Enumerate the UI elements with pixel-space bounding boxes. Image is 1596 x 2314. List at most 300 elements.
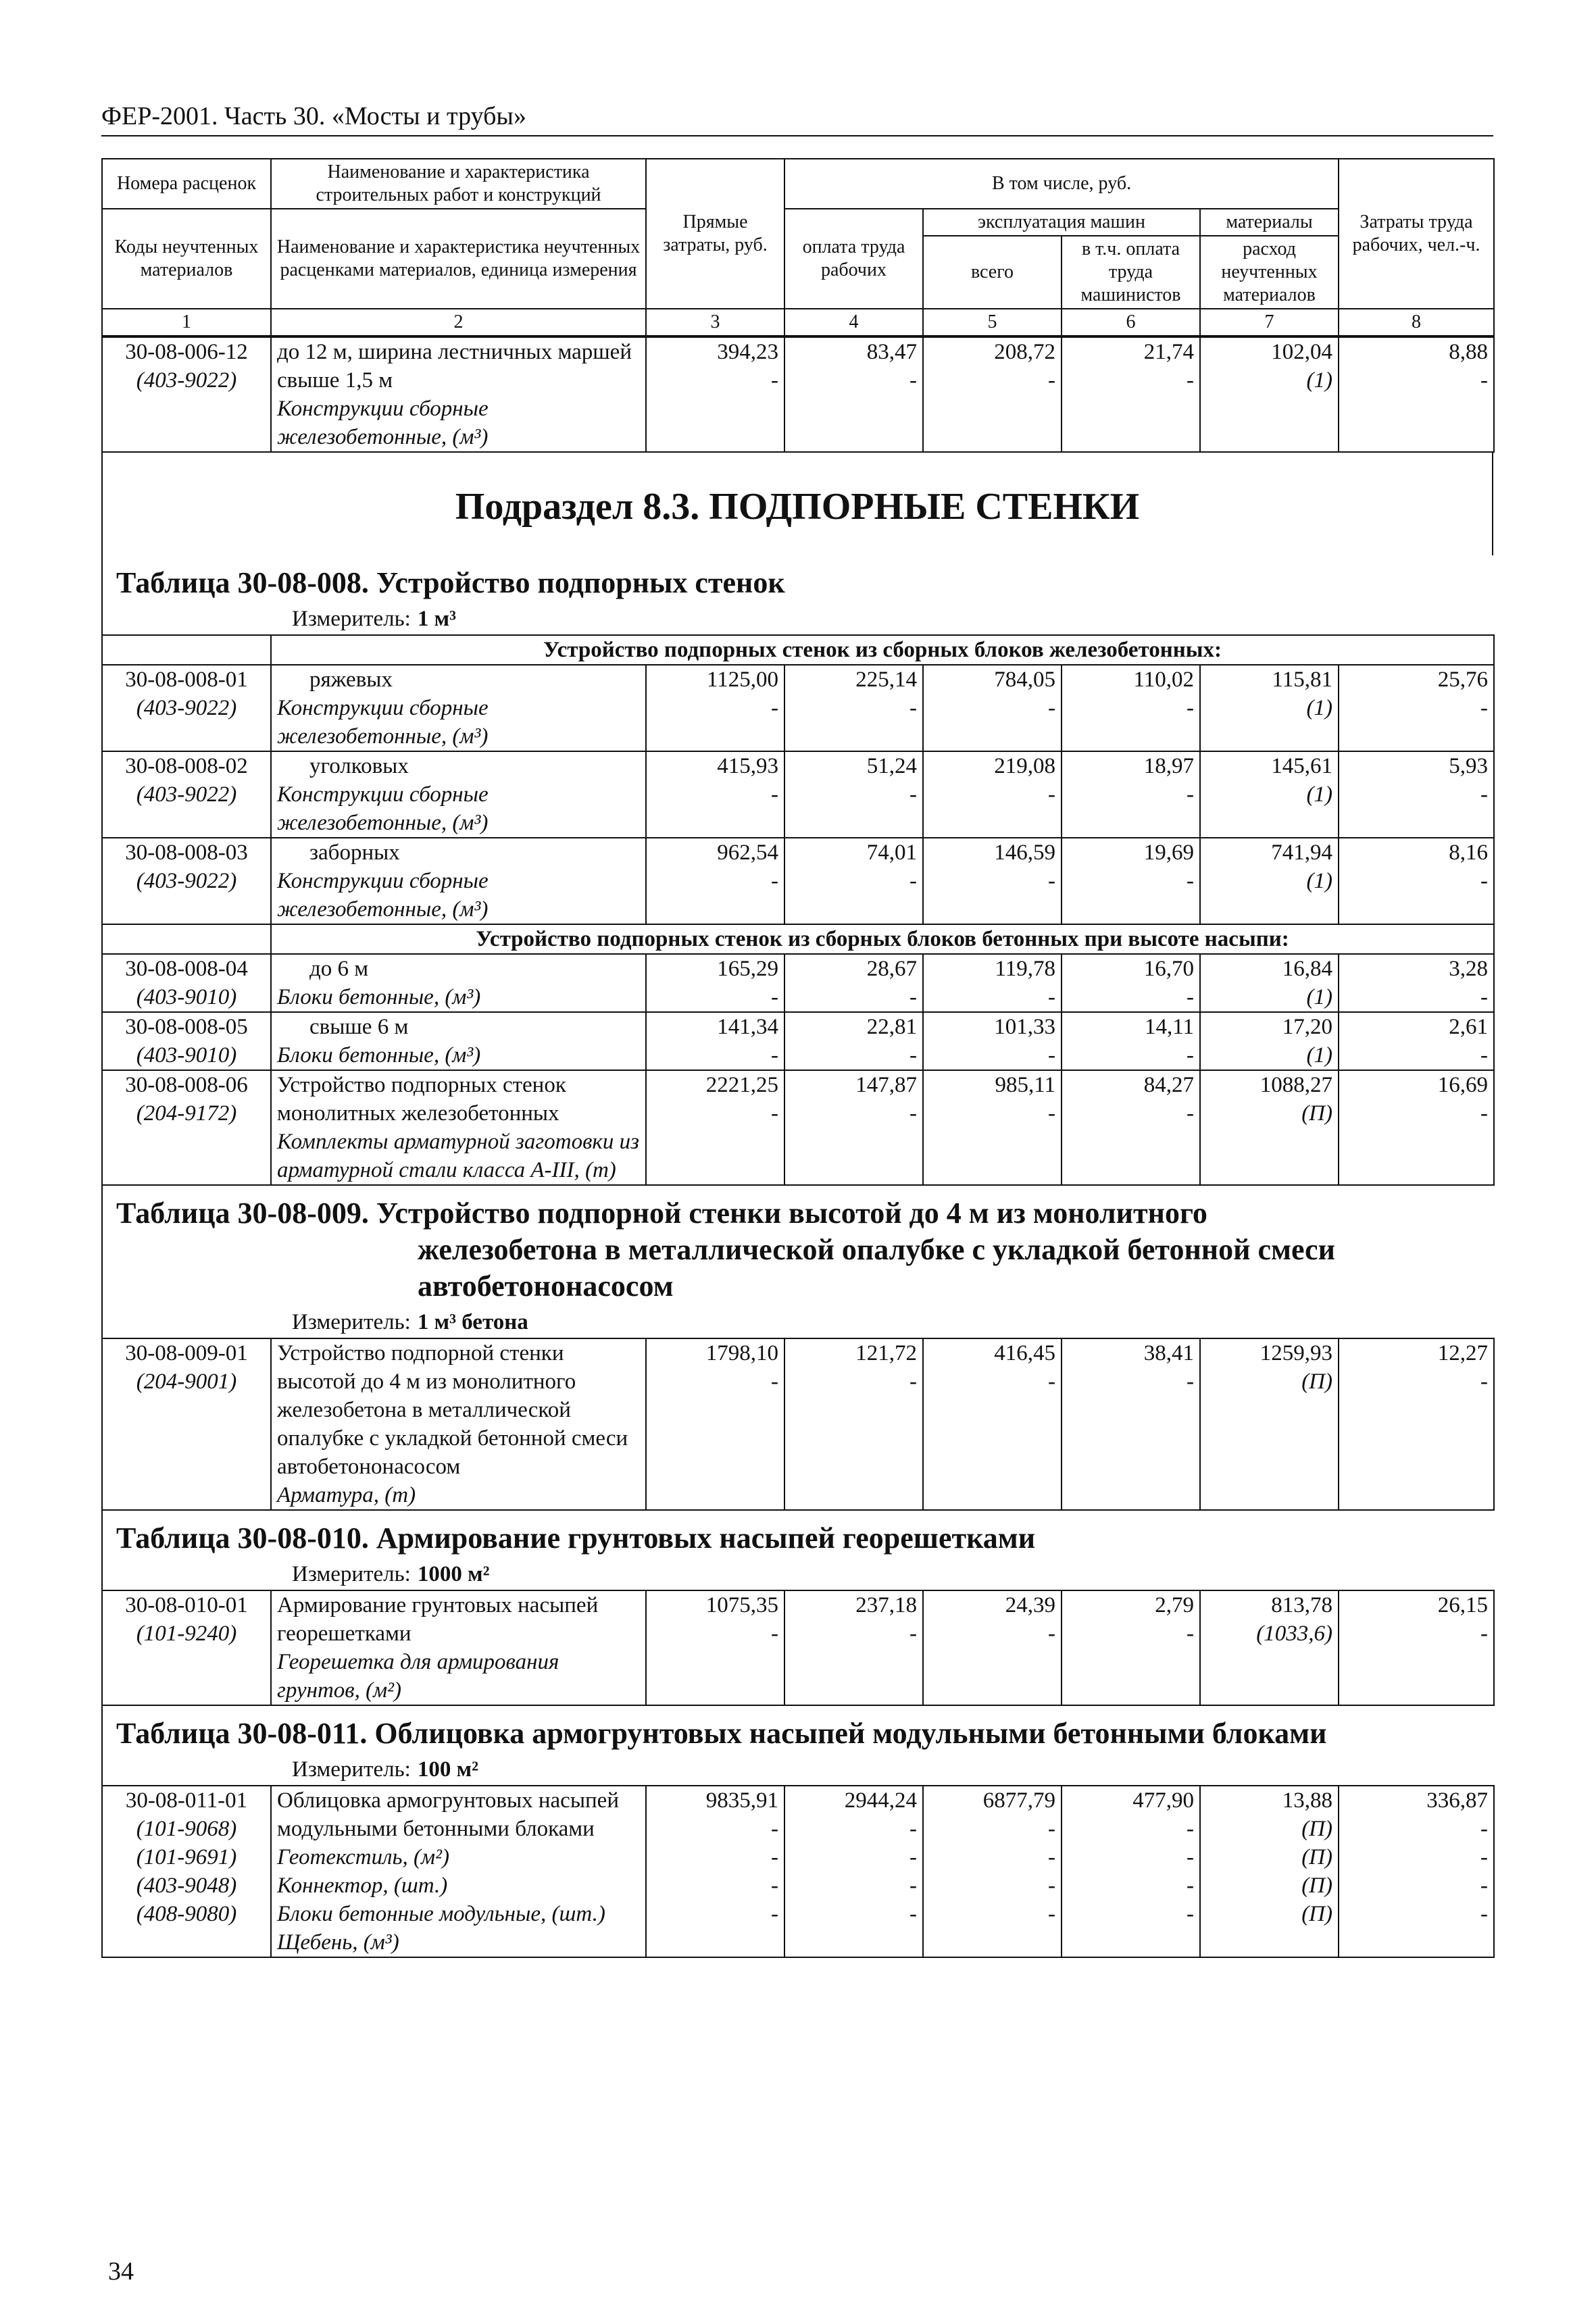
rate-value: 22,81 xyxy=(866,1015,917,1039)
material-value: - xyxy=(1048,869,1055,893)
material-value: - xyxy=(909,869,917,893)
rate-name-cell xyxy=(271,1070,646,1185)
rate-value: 24,39 xyxy=(1005,1593,1055,1617)
rate-code-cell xyxy=(102,1338,271,1510)
material-value: - xyxy=(1480,1369,1488,1394)
rate-value: 2,61 xyxy=(1449,1015,1488,1039)
rate-code: 30-08-011-01 xyxy=(125,1788,248,1813)
table-row xyxy=(102,1590,1494,1705)
rate-value-cell xyxy=(1339,838,1494,924)
material-value: - xyxy=(1048,1101,1055,1126)
rate-value: 21,74 xyxy=(1143,340,1194,364)
table-title xyxy=(101,1706,1493,1752)
material-value: - xyxy=(1480,1873,1488,1898)
header-code-bottom: Коды неучтенных материалов xyxy=(102,209,271,309)
unit-of-measure xyxy=(101,601,1493,634)
rate-value: 14,11 xyxy=(1144,1015,1194,1039)
rate-value: 237,18 xyxy=(855,1593,917,1617)
rate-value-cell xyxy=(1200,1338,1339,1510)
material-value: (1) xyxy=(1306,985,1332,1009)
header-including: В том числе, руб. xyxy=(784,159,1339,209)
rate-value-cell xyxy=(784,665,923,751)
rates-table xyxy=(101,1590,1495,1706)
material-code: (408-9080) xyxy=(136,1902,237,1926)
rate-name: Армирование грунтовых насыпей георешетками xyxy=(277,1593,599,1646)
material-value: (1) xyxy=(1306,782,1332,807)
material-value: - xyxy=(1480,1845,1488,1869)
rate-code-cell xyxy=(102,1786,271,1957)
material-value: - xyxy=(1480,1101,1488,1126)
rates-table xyxy=(101,634,1495,1186)
material-value: - xyxy=(1048,1043,1055,1067)
material-value: - xyxy=(771,1101,778,1126)
material-value: - xyxy=(1480,1817,1488,1841)
rate-value-cell xyxy=(1200,1012,1339,1070)
rate-value: 394,23 xyxy=(717,340,778,364)
rate-code-cell xyxy=(102,838,271,924)
rate-value-cell xyxy=(923,665,1062,751)
rate-name-cell xyxy=(271,665,646,751)
rate-code-cell xyxy=(102,1012,271,1070)
material-value: - xyxy=(771,368,778,393)
material-value: - xyxy=(909,985,917,1009)
rate-name-cell xyxy=(271,838,646,924)
material-code: (403-9010) xyxy=(136,985,237,1009)
rate-value: 19,69 xyxy=(1143,840,1194,865)
rate-value: 8,16 xyxy=(1449,840,1488,865)
material-value: - xyxy=(771,1621,778,1646)
rate-value-cell xyxy=(1200,954,1339,1012)
table-row xyxy=(102,838,1494,924)
material-name: Конструкции сборные железобетонные, (м³) xyxy=(277,397,489,449)
material-value: - xyxy=(909,1873,917,1898)
material-value: - xyxy=(1480,869,1488,893)
material-value: - xyxy=(1187,1369,1194,1394)
rate-value-cell xyxy=(1339,337,1494,452)
rate-value-cell xyxy=(1200,665,1339,751)
rate-value: 1088,27 xyxy=(1260,1073,1332,1097)
material-value: - xyxy=(1187,1873,1194,1898)
rate-value-cell xyxy=(1339,665,1494,751)
rate-name: ряжевых xyxy=(309,668,393,692)
rate-value: 1125,00 xyxy=(706,668,778,692)
material-value: - xyxy=(1048,985,1055,1009)
rate-value-cell xyxy=(923,1070,1062,1185)
rate-value-cell xyxy=(1062,1338,1200,1510)
rate-value-cell xyxy=(1062,337,1200,452)
rate-value: 17,20 xyxy=(1282,1015,1332,1039)
rate-value-cell xyxy=(1200,1786,1339,1957)
material-code: (403-9022) xyxy=(136,696,237,720)
rate-value: 28,67 xyxy=(866,957,917,981)
rate-value-cell xyxy=(784,954,923,1012)
material-value: (1) xyxy=(1306,368,1332,393)
rate-value-cell xyxy=(784,337,923,452)
rate-value-cell xyxy=(784,751,923,838)
material-name: Геотекстиль, (м²) xyxy=(277,1845,449,1869)
rate-value-cell xyxy=(784,838,923,924)
rates-table xyxy=(101,1785,1495,1958)
rate-value: 336,87 xyxy=(1426,1788,1488,1813)
rate-value: 74,01 xyxy=(866,840,917,865)
rate-value: 219,08 xyxy=(994,754,1055,778)
rate-value-cell xyxy=(923,954,1062,1012)
rate-name: Устройство подпорных стенок монолитных железобетонных xyxy=(277,1073,566,1126)
material-value: - xyxy=(771,696,778,720)
rate-name-cell xyxy=(271,1012,646,1070)
material-value: (П) xyxy=(1301,1873,1332,1898)
running-header: ФЕР-2001. Часть 30. «Мосты и трубы» xyxy=(101,101,1493,136)
material-value: - xyxy=(1048,368,1055,393)
material-value: - xyxy=(1480,985,1488,1009)
rate-value: 83,47 xyxy=(866,340,917,364)
material-value: - xyxy=(1187,985,1194,1009)
material-name: Конструкции сборные железобетонные, (м³) xyxy=(277,782,489,835)
material-value: - xyxy=(1480,1043,1488,1067)
material-code: (101-9068) xyxy=(136,1817,237,1841)
rate-name-cell xyxy=(271,751,646,838)
material-value: - xyxy=(909,782,917,807)
rate-code-cell xyxy=(102,1590,271,1705)
material-code: (403-9048) xyxy=(136,1873,237,1898)
material-value: - xyxy=(1048,1873,1055,1898)
section-title: Подраздел 8.3. ПОДПОРНЫЕ СТЕНКИ xyxy=(101,453,1493,555)
rate-value: 9835,91 xyxy=(705,1788,778,1813)
material-value: - xyxy=(1048,696,1055,720)
table-row xyxy=(102,751,1494,838)
rate-value-cell xyxy=(646,1012,784,1070)
rate-value: 141,34 xyxy=(717,1015,778,1039)
material-value: - xyxy=(909,696,917,720)
rate-value-cell xyxy=(1200,1070,1339,1185)
unit-of-measure xyxy=(101,1305,1493,1338)
unit-label: Измеритель: xyxy=(292,1757,411,1782)
rate-value-cell xyxy=(646,337,784,452)
rate-value-cell xyxy=(1339,954,1494,1012)
column-number: 7 xyxy=(1200,309,1339,336)
material-value: - xyxy=(1187,1845,1194,1869)
rates-table xyxy=(101,336,1495,453)
rate-value-cell xyxy=(784,1338,923,1510)
rate-value-cell xyxy=(646,751,784,838)
material-name: Щебень, (м³) xyxy=(277,1930,399,1955)
unit-label: Измеритель: xyxy=(292,607,411,631)
group-heading: Устройство подпорных стенок из сборных блоков железобетонных: xyxy=(271,635,1494,665)
rate-name: Устройство подпорной стенки высотой до 4 м из монолитного железобетона в металлической опалубке с укладкой бетонной смеси автобетононасосом xyxy=(277,1341,628,1479)
material-value: (1) xyxy=(1306,1043,1332,1067)
rate-name-cell xyxy=(271,337,646,452)
rate-name: Облицовка армогрунтовых насыпей модульными бетонными блоками xyxy=(277,1788,619,1841)
material-value: (П) xyxy=(1301,1817,1332,1841)
material-name: Блоки бетонные модульные, (шт.) xyxy=(277,1902,605,1926)
rate-value-cell xyxy=(923,1338,1062,1510)
rate-name-cell xyxy=(271,954,646,1012)
rate-value: 16,84 xyxy=(1282,957,1332,981)
unit-value: 100 м² xyxy=(417,1757,478,1782)
rate-name-cell xyxy=(271,1786,646,1957)
rate-value: 51,24 xyxy=(866,754,917,778)
rate-value-cell xyxy=(923,1786,1062,1957)
material-value: (1) xyxy=(1306,696,1332,720)
rate-name: до 12 м, ширина лестничных маршей свыше 1,5 м xyxy=(277,340,632,393)
rate-value: 145,61 xyxy=(1271,754,1332,778)
rate-value-cell xyxy=(1339,1338,1494,1510)
material-value: - xyxy=(1480,1621,1488,1646)
rate-value-cell xyxy=(923,838,1062,924)
material-code: (204-9172) xyxy=(136,1101,237,1126)
material-code: (403-9022) xyxy=(136,368,237,393)
rate-value-cell xyxy=(1200,337,1339,452)
rate-value-cell xyxy=(1339,1070,1494,1185)
material-code: (101-9691) xyxy=(136,1845,237,1869)
table-title-text: Таблица 30-08-009. Устройство подпорной стенки высотой до 4 м из монолитного xyxy=(116,1197,1207,1230)
table-title xyxy=(101,1186,1493,1305)
rate-code: 30-08-008-05 xyxy=(125,1015,248,1039)
rate-value: 16,70 xyxy=(1143,957,1194,981)
table-row xyxy=(102,337,1494,452)
rate-value-cell xyxy=(1062,751,1200,838)
rate-value-cell xyxy=(1339,1786,1494,1957)
rate-value-cell xyxy=(1339,751,1494,838)
material-value: - xyxy=(1048,782,1055,807)
table-title xyxy=(101,1511,1493,1557)
unit-of-measure xyxy=(101,1752,1493,1785)
rate-value: 165,29 xyxy=(717,957,778,981)
header-materials: материалы xyxy=(1200,209,1339,236)
material-value: - xyxy=(771,1043,778,1067)
rate-name: уголковых xyxy=(309,754,409,778)
material-value: - xyxy=(1480,368,1488,393)
material-value: - xyxy=(1048,1621,1055,1646)
column-number: 1 xyxy=(102,309,271,336)
rate-name-cell xyxy=(271,1590,646,1705)
material-value: - xyxy=(1187,368,1194,393)
material-code: (101-9240) xyxy=(136,1621,237,1646)
rate-value: 6877,79 xyxy=(982,1788,1055,1813)
rate-code: 30-08-008-01 xyxy=(125,668,248,692)
rate-value: 147,87 xyxy=(855,1073,917,1097)
header-machines-wages: в т.ч. оплата труда машинистов xyxy=(1062,236,1200,309)
rate-code-cell xyxy=(102,665,271,751)
header-machines: эксплуатация машин xyxy=(923,209,1200,236)
material-name: Георешетка для армирования грунтов, (м²) xyxy=(277,1650,559,1703)
rate-value: 985,11 xyxy=(995,1073,1055,1097)
material-name: Комплекты арматурной заготовки из арматурной стали класса А-III, (т) xyxy=(277,1130,639,1182)
rate-value: 225,14 xyxy=(855,668,917,692)
column-number: 3 xyxy=(646,309,784,336)
rate-value: 2,79 xyxy=(1155,1593,1194,1617)
rate-value: 813,78 xyxy=(1271,1593,1332,1617)
rate-value-cell xyxy=(646,954,784,1012)
rate-value: 146,59 xyxy=(994,840,1055,865)
rate-value: 115,81 xyxy=(1272,668,1332,692)
material-value: - xyxy=(909,1817,917,1841)
rate-value: 2944,24 xyxy=(844,1788,917,1813)
header-labor: Затраты труда рабочих, чел.-ч. xyxy=(1339,159,1494,309)
rate-code-cell xyxy=(102,954,271,1012)
material-name: Коннектор, (шт.) xyxy=(277,1873,448,1898)
material-value: (П) xyxy=(1301,1101,1332,1126)
material-value: - xyxy=(771,985,778,1009)
material-value: - xyxy=(771,1817,778,1841)
material-name: Блоки бетонные, (м³) xyxy=(277,1043,481,1067)
rate-code-cell xyxy=(102,751,271,838)
rate-code: 30-08-010-01 xyxy=(125,1593,248,1617)
table-title-text: Таблица 30-08-008. Устройство подпорных стенок xyxy=(116,566,785,599)
rate-code: 30-08-008-02 xyxy=(125,754,248,778)
table-title-text: Таблица 30-08-011. Облицовка армогрунтовых насыпей модульными бетонными блоками xyxy=(116,1717,1327,1750)
material-value: - xyxy=(771,782,778,807)
unit-value: 1 м³ xyxy=(417,607,456,631)
rate-value-cell xyxy=(1062,1070,1200,1185)
material-value: - xyxy=(771,1845,778,1869)
material-value: - xyxy=(1187,1817,1194,1841)
rate-value-cell xyxy=(646,838,784,924)
material-value: - xyxy=(1187,1101,1194,1126)
rate-value: 8,88 xyxy=(1449,340,1488,364)
rate-value-cell xyxy=(784,1070,923,1185)
rate-value-cell xyxy=(784,1012,923,1070)
column-number: 5 xyxy=(923,309,1062,336)
rate-code: 30-08-006-12 xyxy=(125,340,248,364)
unit-value: 1 м³ бетона xyxy=(417,1310,528,1334)
rate-value-cell xyxy=(1339,1590,1494,1705)
table-row xyxy=(102,1070,1494,1185)
rate-value: 13,88 xyxy=(1282,1788,1332,1813)
material-value: - xyxy=(771,1369,778,1394)
header-name-top: Наименование и характеристика строительных работ и конструкций xyxy=(271,159,646,209)
material-value: - xyxy=(909,1621,917,1646)
rate-value: 784,05 xyxy=(994,668,1055,692)
material-code: (403-9010) xyxy=(136,1043,237,1067)
column-number: 8 xyxy=(1339,309,1494,336)
rate-value-cell xyxy=(1200,838,1339,924)
material-value: - xyxy=(1480,1902,1488,1926)
rate-value-cell xyxy=(1062,665,1200,751)
header-name-bottom: Наименование и характеристика неучтенных расценками материалов, единица измерения xyxy=(271,209,646,309)
rate-value-cell xyxy=(646,665,784,751)
rate-value-cell xyxy=(1339,1012,1494,1070)
group-heading-row xyxy=(102,635,1494,665)
rate-value-cell xyxy=(1200,1590,1339,1705)
table-row xyxy=(102,1786,1494,1957)
material-code: (403-9022) xyxy=(136,782,237,807)
rate-value: 477,90 xyxy=(1132,1788,1194,1813)
rate-code: 30-08-008-03 xyxy=(125,840,248,865)
rate-value: 1798,10 xyxy=(705,1341,778,1365)
material-value: - xyxy=(909,1101,917,1126)
material-value: - xyxy=(909,368,917,393)
material-value: (П) xyxy=(1301,1902,1332,1926)
document-content xyxy=(101,336,1493,1958)
material-value: (1) xyxy=(1306,869,1332,893)
rate-value: 119,78 xyxy=(995,957,1055,981)
material-value: - xyxy=(1187,782,1194,807)
table-row xyxy=(102,1012,1494,1070)
rate-value: 84,27 xyxy=(1143,1073,1194,1097)
column-number: 2 xyxy=(271,309,646,336)
rate-value: 741,94 xyxy=(1271,840,1332,865)
material-value: - xyxy=(1048,1902,1055,1926)
material-value: - xyxy=(909,1902,917,1926)
unit-value: 1000 м² xyxy=(417,1562,490,1586)
rate-value: 1259,93 xyxy=(1260,1341,1332,1365)
group-heading-row xyxy=(102,924,1494,954)
rate-value-cell xyxy=(784,1590,923,1705)
material-value: - xyxy=(771,1902,778,1926)
group-heading: Устройство подпорных стенок из сборных блоков бетонных при высоте насыпи: xyxy=(271,924,1494,954)
material-value: - xyxy=(1187,1043,1194,1067)
rate-value: 416,45 xyxy=(994,1341,1055,1365)
rate-value-cell xyxy=(784,1786,923,1957)
rate-value: 5,93 xyxy=(1449,754,1488,778)
rate-value-cell xyxy=(646,1070,784,1185)
rate-value: 25,76 xyxy=(1437,668,1488,692)
unit-of-measure xyxy=(101,1557,1493,1590)
group-heading-blank xyxy=(102,924,271,954)
header-wages: оплата труда рабочих xyxy=(784,209,923,309)
material-value: - xyxy=(1187,696,1194,720)
material-value: (П) xyxy=(1301,1845,1332,1869)
rate-name-cell xyxy=(271,1338,646,1510)
rate-value-cell xyxy=(1062,1786,1200,1957)
rate-value: 1075,35 xyxy=(705,1593,778,1617)
table-row xyxy=(102,665,1494,751)
material-value: - xyxy=(1048,1845,1055,1869)
rate-value: 121,72 xyxy=(855,1341,917,1365)
rate-value: 101,33 xyxy=(994,1015,1055,1039)
material-value: - xyxy=(1187,1621,1194,1646)
material-name: Арматура, (т) xyxy=(277,1483,416,1507)
rates-table xyxy=(101,1338,1495,1511)
rate-value: 26,15 xyxy=(1437,1593,1488,1617)
page-number: 34 xyxy=(108,2257,134,2286)
material-value: - xyxy=(909,1043,917,1067)
rate-code: 30-08-008-04 xyxy=(125,957,248,981)
rate-value: 102,04 xyxy=(1271,340,1332,364)
material-value: - xyxy=(771,1873,778,1898)
material-value: - xyxy=(909,1369,917,1394)
header-direct-costs: Прямые затраты, руб. xyxy=(646,159,784,309)
unit-label: Измеритель: xyxy=(292,1562,411,1586)
header-machines-total: всего xyxy=(923,236,1062,309)
table-row xyxy=(102,1338,1494,1510)
rate-code-cell xyxy=(102,1070,271,1185)
material-value: (П) xyxy=(1301,1369,1332,1394)
header-materials-unaccounted: расход неучтенных материалов xyxy=(1200,236,1339,309)
rate-value-cell xyxy=(923,337,1062,452)
rate-value: 110,02 xyxy=(1133,668,1194,692)
material-value: - xyxy=(1187,1902,1194,1926)
table-title-text: Таблица 30-08-010. Армирование грунтовых насыпей георешетками xyxy=(116,1521,1036,1555)
group-heading-blank xyxy=(102,635,271,665)
rate-code: 30-08-008-06 xyxy=(125,1073,248,1097)
material-value: - xyxy=(771,869,778,893)
material-code: (204-9001) xyxy=(136,1369,237,1394)
material-value: - xyxy=(1048,1369,1055,1394)
material-name: Конструкции сборные железобетонные, (м³) xyxy=(277,869,489,922)
column-number: 6 xyxy=(1062,309,1200,336)
rate-code: 30-08-009-01 xyxy=(125,1341,248,1365)
rate-name: свыше 6 м xyxy=(309,1015,409,1039)
rate-value: 38,41 xyxy=(1143,1341,1194,1365)
rate-value: 962,54 xyxy=(717,840,778,865)
rate-value: 18,97 xyxy=(1143,754,1194,778)
rate-value: 12,27 xyxy=(1437,1341,1488,1365)
material-name: Блоки бетонные, (м³) xyxy=(277,985,481,1009)
rate-value-cell xyxy=(646,1338,784,1510)
rate-name: до 6 м xyxy=(309,957,369,981)
